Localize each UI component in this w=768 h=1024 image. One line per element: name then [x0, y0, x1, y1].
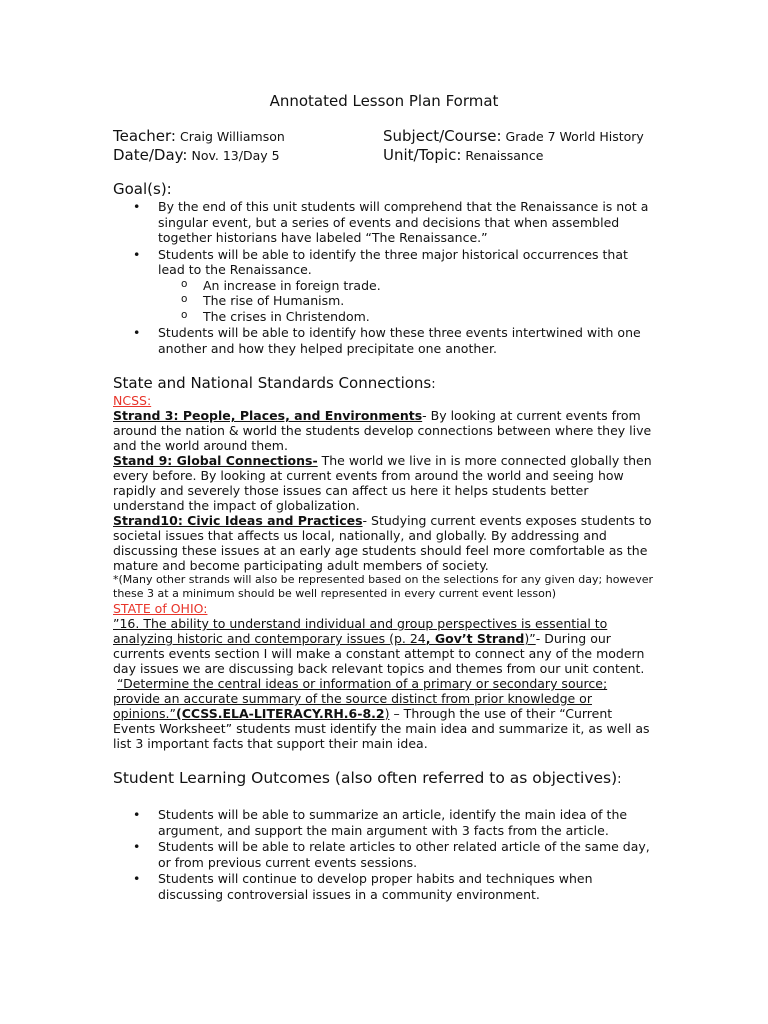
- outcome-item: • Students will continue to develop proper habits and techniques when discussing controversial issues in a community environment.: [113, 871, 658, 902]
- outcomes-heading-colon: :: [617, 772, 622, 787]
- standards-heading-colon: :: [431, 377, 436, 392]
- strand-9-title: Stand 9: Global Connections-: [113, 453, 318, 468]
- goals-heading: Goal(s):: [113, 180, 172, 198]
- goals-list: [113, 199, 658, 357]
- strand-10-title: Strand10: Civic Ideas and Practices: [113, 513, 363, 528]
- subject-label: Subject/Course:: [383, 127, 502, 145]
- ohio-standard-2-quote: “Determine the central ideas or information of a primary or secondary source; provide an accurate summary of the source distinct from prior knowledge or opinions.”: [113, 676, 608, 721]
- outcomes-heading-text: Student Learning Outcomes (also often referred to as objectives): [113, 769, 618, 787]
- ohio-label: STATE of OHIO:: [113, 601, 208, 616]
- unit-value: Renaissance: [465, 148, 544, 163]
- goal-item-text: Students will be able to identify the three major historical occurrences that lead to the Renaissance.: [158, 246, 628, 277]
- strand-10-text: - Studying current events exposes students to societal issues that affects us local, nationally, and globally. By addressing and discussing these issues at an early age students should feel more comfortable as the mature and become participating adult members of society.: [113, 513, 652, 573]
- strand-10: [113, 513, 658, 573]
- subject-line: [383, 127, 644, 145]
- page-title: Annotated Lesson Plan Format: [269, 92, 499, 110]
- unit-label: Unit/Topic:: [383, 146, 462, 164]
- goal-subitem: o The rise of Humanism.: [158, 293, 658, 309]
- strand-3-text: - By looking at current events from around the nation & world the students develop connections between where they live and the world around them.: [113, 408, 652, 453]
- strand-9: [113, 453, 658, 513]
- date-line: [113, 146, 280, 164]
- ohio-standard-2-close: ): [384, 706, 390, 721]
- teacher-line: [113, 127, 285, 145]
- strands-note: *(Many other strands will also be represented based on the selections for any given day; however these 3 at a minimum should be well represented in every current event lesson): [113, 573, 654, 600]
- goal-item: • Students will be able to identify how these three events intertwined with one another and how they helped precipitate one another.: [113, 325, 658, 356]
- standards-heading: [113, 374, 436, 392]
- standards-body: [113, 393, 658, 751]
- teacher-label: Teacher:: [113, 127, 176, 145]
- date-label: Date/Day:: [113, 146, 188, 164]
- unit-line: [383, 146, 543, 164]
- ohio-standard-1-strand: , Gov’t Strand: [425, 631, 525, 646]
- ohio-standard-1: [113, 616, 658, 676]
- outcomes-heading: [113, 769, 633, 789]
- ohio-standard-1-quote: ”16. The ability to understand individual and group perspectives is essential to analyzing historic and contemporary issues (p. 24: [113, 616, 608, 646]
- subject-value: Grade 7 World History: [505, 129, 644, 144]
- strand-3-title: Strand 3: People, Places, and Environments: [113, 408, 423, 423]
- ohio-standard-2-code: (CCSS.ELA-LITERACY.RH.6-8.2: [175, 706, 385, 721]
- strand-9-text: The world we live in is more connected globally then every before. By looking at current events from around the world and seeing how rapidly and severely those issues can affect us here it helps students better understand the impact of globalization.: [113, 453, 652, 513]
- teacher-value: Craig Williamson: [179, 129, 285, 144]
- ohio-standard-2: [113, 676, 658, 751]
- goal-subitem: o The crises in Christendom.: [158, 309, 658, 325]
- goal-sublist: [158, 278, 658, 325]
- date-value: Nov. 13/Day 5: [191, 148, 280, 163]
- outcome-item: • Students will be able to relate articles to other related article of the same day, or from previous current events sessions.: [113, 839, 658, 870]
- strand-3: [113, 408, 658, 453]
- ncss-label: NCSS:: [113, 393, 152, 408]
- ohio-standard-1-close: )”: [524, 631, 536, 646]
- standards-heading-text: State and National Standards Connections: [113, 374, 432, 392]
- outcomes-list: [113, 807, 658, 903]
- outcome-item: • Students will be able to summarize an article, identify the main idea of the argument, and support the main argument with 3 facts from the article.: [113, 807, 658, 838]
- ohio-standard-1-text: - During our currents events section I will make a constant attempt to connect any of the modern day issues we are discussing back relevant topics and themes from our unit content.: [113, 631, 645, 676]
- ohio-standard-2-text: – Through the use of their “Current Events Worksheet” students must identify the main idea and summarize it, as well as list 3 important facts that support their main idea.: [113, 706, 650, 751]
- goal-subitem: o An increase in foreign trade.: [158, 278, 658, 294]
- goal-item: [113, 247, 658, 325]
- goal-item: • By the end of this unit students will comprehend that the Renaissance is not a singular event, but a series of events and decisions that when assembled together historians have labeled “The Renaissance.”: [113, 199, 658, 246]
